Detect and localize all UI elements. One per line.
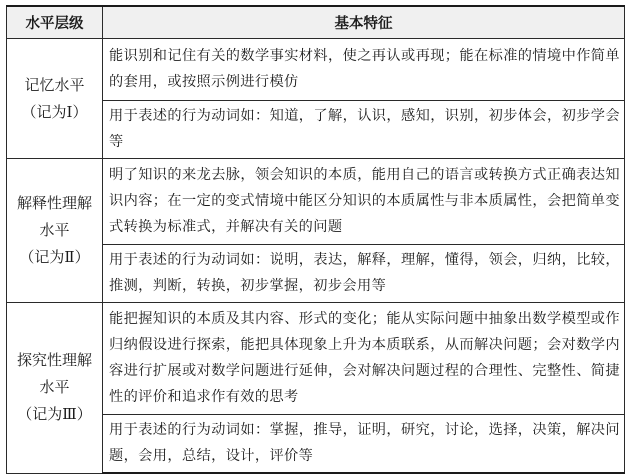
level-1-name: 记忆水平 (24, 75, 85, 94)
level-2-characteristic-row (7, 159, 625, 245)
level-1-verbs: 用于表述的行为动词如：知道，了解，认识，感知，识别，初步体会，初步学会等 (103, 101, 625, 159)
level-2-cell (7, 159, 103, 303)
level-3-name: 探究性理解 (16, 351, 92, 370)
level-2-code: （记为Ⅱ） (19, 248, 90, 266)
level-1-characteristic: 能识别和记住有关的数学事实材料，使之再认或再现；能在标准的情境中作简单的套用，或按照示例进行模仿 (103, 39, 625, 101)
level-3-name-cont: 水平 (39, 378, 70, 397)
header-level: 水平层级 (7, 6, 103, 39)
header-characteristics: 基本特征 (103, 6, 625, 39)
level-characteristics-table-container (6, 5, 624, 474)
level-2-characteristic: 明了知识的来龙去脉，领会知识的本质，能用自己的语言或转换方式正确表达知识内容；在一定的变式情境中能区分知识的本质属性与非本质属性，会把简单变式转换为标准式，并解决有关的问题 (103, 159, 625, 245)
level-1-cell (7, 39, 103, 159)
level-3-characteristic: 能把握知识的本质及其内容、形式的变化；能从实际问题中抽象出数学模型或作归纳假设进行探索，能把具体现象上升为本质联系，从而解决问题；会对数学内容进行扩展或对数学问题进行延伸，会对解决问题过程的合理性、完整性、简捷性的评价和追求作有效的思考 (103, 303, 625, 415)
level-3-verbs: 用于表述的行为动词如：掌握，推导，证明，研究，讨论，选择，决策，解决问题，会用，总结，设计，评价等 (103, 415, 625, 474)
level-characteristics-table (6, 5, 625, 474)
level-2-name: 解释性理解 (16, 194, 92, 212)
level-2-verbs: 用于表述的行为动词如：说明，表达，解释，理解，懂得，领会，归纳，比较，推测，判断，转换，初步掌握，初步会用等 (103, 245, 625, 303)
level-1-characteristic-row (7, 39, 625, 101)
level-3-characteristic-row (7, 303, 625, 415)
level-1-code: （记为Ⅰ） (21, 102, 88, 121)
level-2-name-cont: 水平 (39, 221, 70, 239)
table-header-row (7, 6, 625, 39)
level-3-code: （记为Ⅲ） (17, 405, 92, 424)
level-3-cell (7, 303, 103, 474)
